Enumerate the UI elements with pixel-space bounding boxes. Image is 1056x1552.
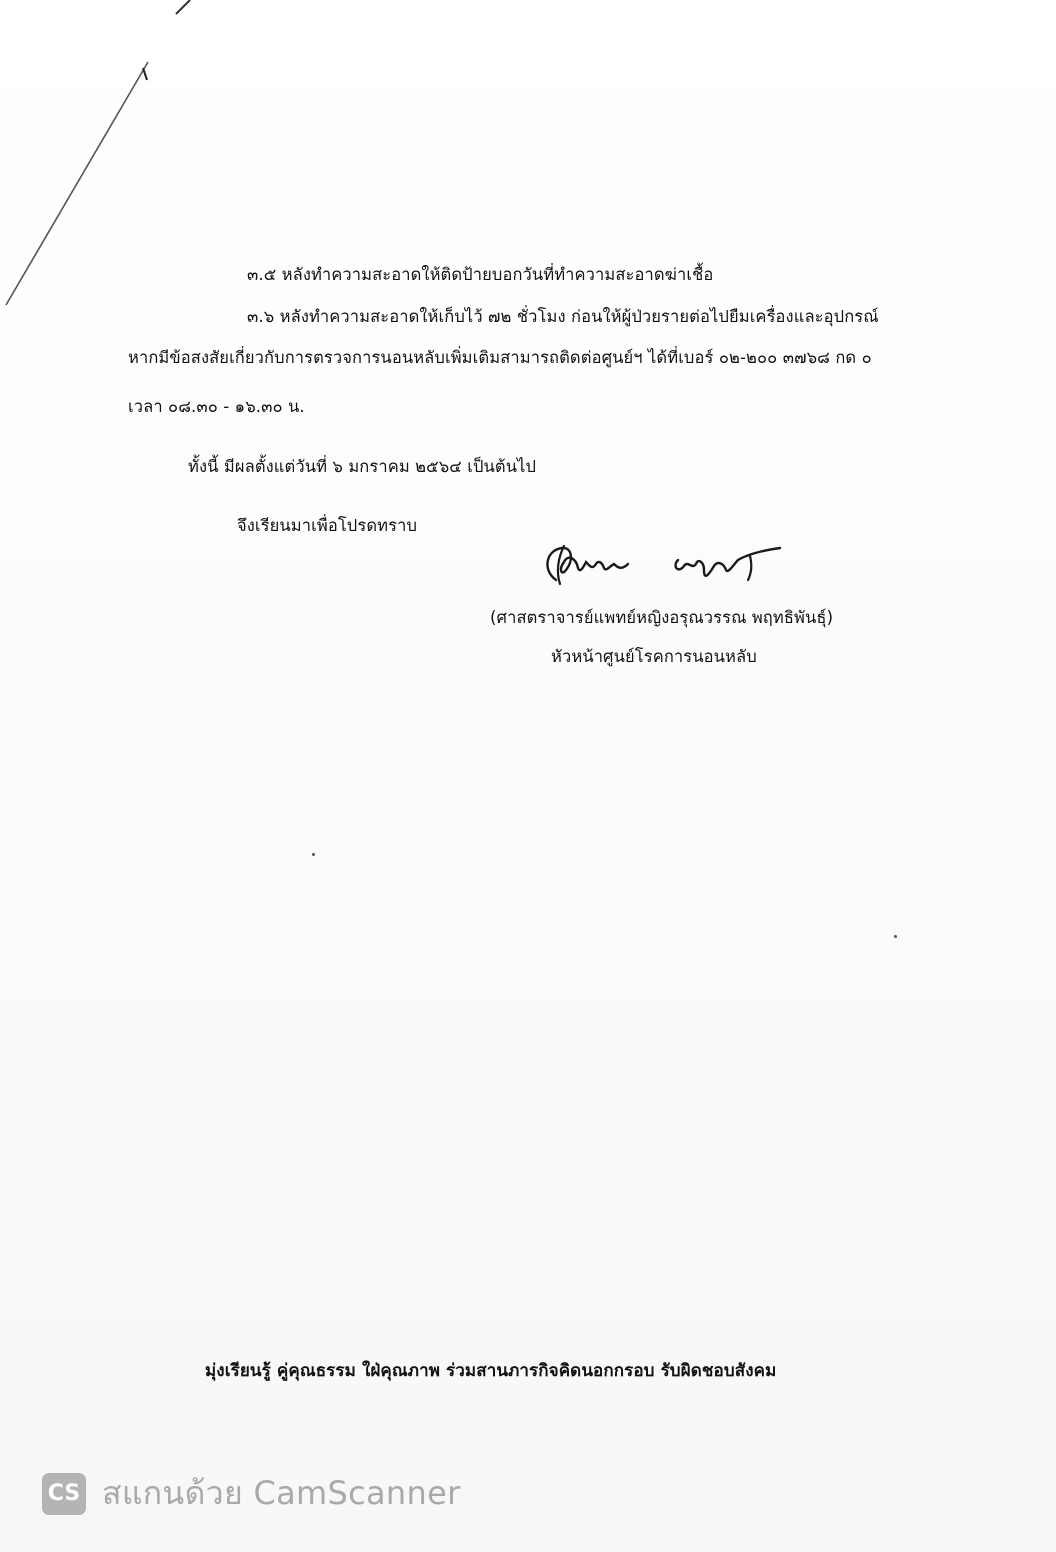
camscanner-watermark-text: สแกนด้วย CamScanner: [102, 1474, 461, 1512]
contact-text-line-1: หากมีข้อสงสัยเกี่ยวกับการตรวจการนอนหลับเพิ่มเติมสามารถติดต่อศูนย์ฯ ได้ที่เบอร์ ๐๒-๒๐๐ ๓๗๖๘ กด ๐: [128, 348, 872, 367]
handwritten-signature: [538, 540, 788, 592]
item-3-5-text: ๓.๕ หลังทำความสะอาดให้ติดป้ายบอกวันที่ทำความสะอาดฆ่าเชื้อ: [247, 265, 714, 284]
scan-speck: [894, 935, 897, 938]
contact-text-line-2: เวลา ๐๘.๓๐ - ๑๖.๓๐ น.: [128, 397, 305, 416]
signer-name: (ศาสตราจารย์แพทย์หญิงอรุณวรรณ พฤทธิพันธุ์): [490, 608, 834, 627]
effective-date-text: ทั้งนี้ มีผลตั้งแต่วันที่ ๖ มกราคม ๒๕๖๔ เป็นต้นไป: [188, 457, 537, 476]
closing-text: จึงเรียนมาเพื่อโปรดทราบ: [237, 516, 418, 535]
camscanner-watermark: [42, 1468, 461, 1519]
camscanner-logo-icon: CS: [42, 1473, 86, 1515]
item-3-6-text: ๓.๖ หลังทำความสะอาดให้เก็บไว้ ๗๒ ชั่วโมง ก่อนให้ผู้ป่วยรายต่อไปยืมเครื่องและอุปกรณ์: [247, 307, 879, 326]
scan-speck: [312, 853, 315, 856]
organization-motto: มุ่งเรียนรู้ คู่คุณธรรม ใฝ่คุณภาพ ร่วมสานภารกิจคิดนอกกรอบ รับผิดชอบสังคม: [205, 1361, 777, 1381]
page-fold-mark: [0, 0, 200, 320]
signer-title: หัวหน้าศูนย์โรคการนอนหลับ: [551, 647, 757, 666]
